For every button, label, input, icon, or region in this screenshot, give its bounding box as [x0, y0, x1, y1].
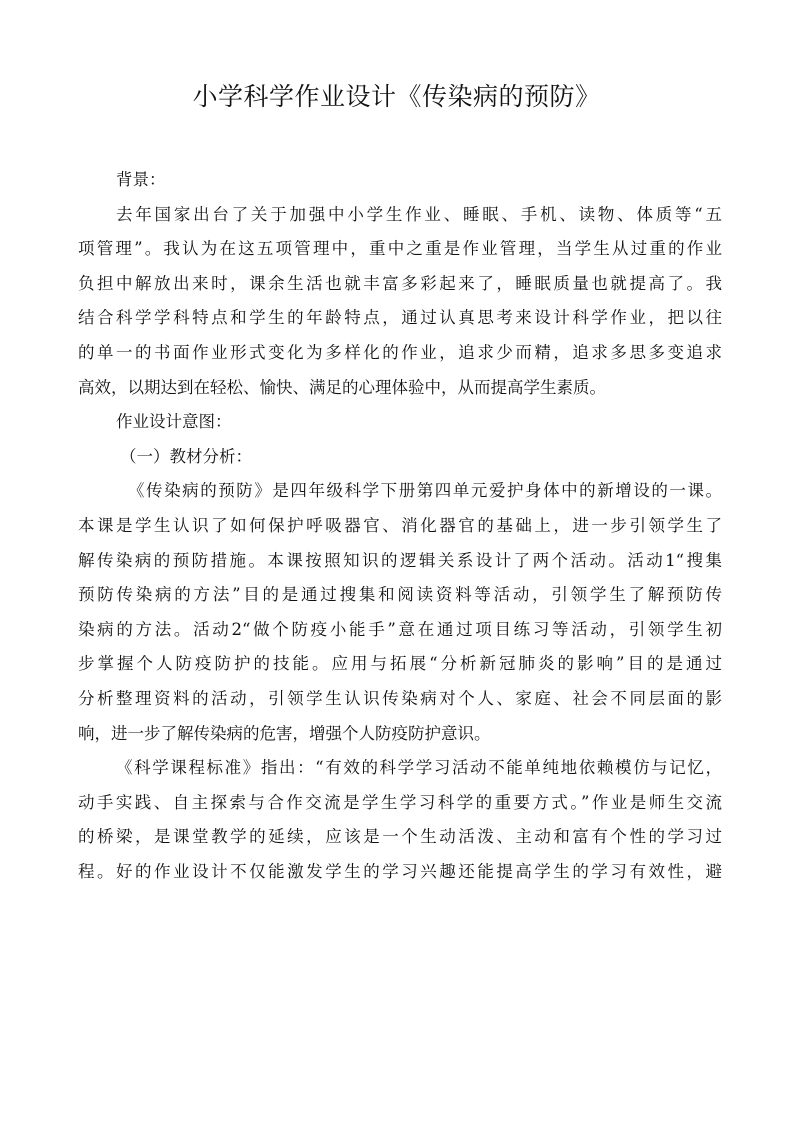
- paragraph-line: 高效，以期达到在轻松、愉快、满足的心理体验中，从而提高学生素质。: [78, 377, 606, 397]
- section-heading-design-intent: 作业设计意图：: [116, 412, 232, 432]
- paragraph-line: 《传染病的预防》是四年级科学下册第四单元爱护身体中的新增设的一课。: [128, 481, 722, 501]
- paragraph-line: 解传染病的预防措施。本课按照知识的逻辑关系设计了两个活动。活动1“搜集: [78, 550, 722, 570]
- paragraph-line: 预防传染病的方法”目的是通过搜集和阅读资料等活动，引领学生了解预防传: [78, 585, 722, 605]
- paragraph-line: 本课是学生认识了如何保护呼吸器官、消化器官的基础上，进一步引领学生了: [78, 515, 722, 535]
- paragraph-line: 动手实践、自主探索与合作交流是学生学习科学的重要方式。”作业是师生交流: [78, 792, 722, 812]
- paragraph-line: 结合科学学科特点和学生的年龄特点，通过认真思考来设计科学作业，把以往: [78, 308, 722, 328]
- paragraph-line: 的单一的书面作业形式变化为多样化的作业，追求少而精，追求多思多变追求: [78, 342, 722, 362]
- paragraph-line: 步掌握个人防疫防护的技能。应用与拓展“分析新冠肺炎的影响”目的是通过: [78, 654, 722, 674]
- paragraph-line: 去年国家出台了关于加强中小学生作业、睡眠、手机、读物、体质等“五: [116, 204, 722, 224]
- section-heading-background: 背景：: [116, 170, 166, 189]
- paragraph-line: 《科学课程标准》指出：“有效的科学学习活动不能单纯地依赖模仿与记忆，: [116, 758, 722, 778]
- paragraph-line: 程。好的作业设计不仅能激发学生的学习兴趣还能提高学生的学习有效性，避: [78, 861, 722, 881]
- paragraph-line: 的桥梁，是课堂教学的延续，应该是一个生动活泼、主动和富有个性的学习过: [78, 827, 722, 847]
- paragraph-line: 响，进一步了解传染病的危害，增强个人防疫防护意识。: [78, 723, 491, 743]
- paragraph-line: 分析整理资料的活动，引领学生认识传染病对个人、家庭、社会不同层面的影: [78, 688, 722, 708]
- document-body: [78, 163, 722, 889]
- paragraph-line: 染病的方法。活动2“做个防疫小能手”意在通过项目练习等活动，引领学生初: [78, 619, 722, 639]
- document-title: 小学科学作业设计《传染病的预防》: [192, 82, 601, 111]
- paragraph-line: 项管理”。我认为在这五项管理中，重中之重是作业管理，当学生从过重的作业: [78, 239, 722, 259]
- paragraph-line: 负担中解放出来时，课余生活也就丰富多彩起来了，睡眠质量也就提高了。我: [78, 273, 722, 293]
- subsection-heading-textbook-analysis: （一）教材分析：: [120, 446, 252, 466]
